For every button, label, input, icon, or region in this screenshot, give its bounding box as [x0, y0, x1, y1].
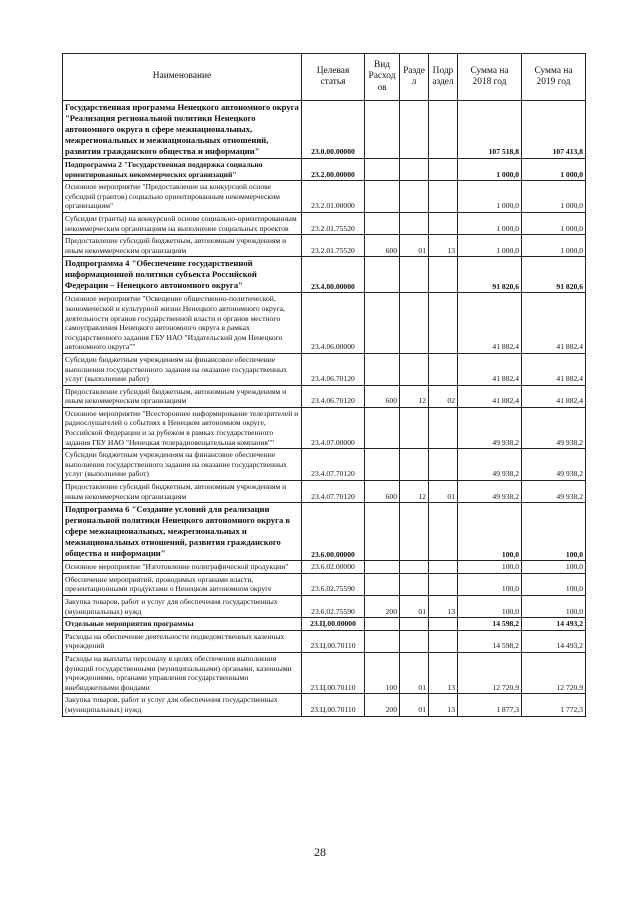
- cell-section: 12: [400, 385, 429, 407]
- table-row: [63, 212, 586, 234]
- cell-section: [400, 159, 429, 181]
- cell-sum-2019: 49 938,2: [522, 449, 586, 481]
- cell-section: [400, 618, 429, 631]
- table-row: [63, 561, 586, 574]
- cell-subsection: [429, 159, 458, 181]
- cell-subsection: [429, 293, 458, 354]
- table-row: [63, 293, 586, 354]
- cell-sum-2018: 1 000,0: [458, 212, 522, 234]
- cell-sum-2018: 100,0: [458, 573, 522, 595]
- cell-sum-2018: 1 877,3: [458, 694, 522, 716]
- cell-subsection: 13: [429, 596, 458, 618]
- cell-sum-2018: 1 000,0: [458, 159, 522, 181]
- cell-sum-2018: 12 720,9: [458, 652, 522, 693]
- cell-sum-2019: 100,0: [522, 596, 586, 618]
- cell-target-code: 23.Ц.00.70110: [302, 652, 365, 693]
- cell-section: [400, 449, 429, 481]
- cell-sum-2019: 49 938,2: [522, 407, 586, 448]
- cell-target-code: 23.2.01.75520: [302, 212, 365, 234]
- cell-subsection: [429, 630, 458, 652]
- cell-expense-type: [365, 561, 400, 574]
- cell-expense-type: [365, 407, 400, 448]
- cell-subsection: [429, 618, 458, 631]
- cell-expense-type: 200: [365, 694, 400, 716]
- cell-section: 12: [400, 481, 429, 503]
- cell-expense-type: [365, 159, 400, 181]
- cell-name: Основное мероприятие "Освещение общественно-политической, экономической и культурной жизни Ненецкого автономного округа, деятельности органов государственной власти и органов местного самоуправления Ненецкого автономного округа в рамках государственного задания ГБУ НАО "Издательский дом Ненецкого автономного округа"": [63, 293, 302, 354]
- cell-sum-2019: 14 493,2: [522, 630, 586, 652]
- cell-name: Расходы на обеспечение деятельности подведомственных казенных учреждений: [63, 630, 302, 652]
- cell-section: [400, 101, 429, 159]
- cell-subsection: [429, 257, 458, 293]
- cell-subsection: [429, 353, 458, 385]
- cell-section: [400, 407, 429, 448]
- header-sum-2018: Сумма на 2018 год: [458, 54, 522, 101]
- cell-sum-2018: 100,0: [458, 561, 522, 574]
- cell-sum-2019: 41 882,4: [522, 385, 586, 407]
- cell-section: [400, 212, 429, 234]
- cell-expense-type: 600: [365, 385, 400, 407]
- table-row: [63, 630, 586, 652]
- page-number: 28: [314, 845, 326, 859]
- cell-target-code: 23.2.01.00000: [302, 181, 365, 213]
- cell-name: Субсидии (гранты) на конкурсной основе социально-ориентированным некоммерческим организациям на выполнение социальных проектов: [63, 212, 302, 234]
- cell-sum-2019: 1 772,3: [522, 694, 586, 716]
- cell-subsection: [429, 561, 458, 574]
- cell-name: Подпрограмма 4 "Обеспечение государственной информационной политики субъекта Российской Федерации – Ненецкого автономного округа": [63, 257, 302, 293]
- cell-expense-type: 600: [365, 481, 400, 503]
- table-row: [63, 101, 586, 159]
- cell-section: [400, 503, 429, 561]
- header-name: Наименование: [63, 54, 302, 101]
- cell-sum-2019: 107 413,8: [522, 101, 586, 159]
- cell-name: Основное мероприятие "Изготовление полиграфической продукции": [63, 561, 302, 574]
- cell-name: Предоставление субсидий бюджетным, автономным учреждениям и иным некоммерческим организациям: [63, 481, 302, 503]
- cell-sum-2018: 107 518,8: [458, 101, 522, 159]
- table-row: [63, 257, 586, 293]
- cell-expense-type: [365, 101, 400, 159]
- cell-expense-type: [365, 181, 400, 213]
- cell-target-code: 23.6.00.00000: [302, 503, 365, 561]
- cell-sum-2019: 12 720,9: [522, 652, 586, 693]
- cell-target-code: 23.Ц.00.70110: [302, 694, 365, 716]
- table-row: [63, 353, 586, 385]
- cell-subsection: 13: [429, 235, 458, 257]
- header-target: Целевая статья: [302, 54, 365, 101]
- cell-sum-2018: 14 598,2: [458, 630, 522, 652]
- cell-section: [400, 561, 429, 574]
- cell-subsection: 01: [429, 481, 458, 503]
- cell-name: Субсидии бюджетным учреждениям на финансовое обеспечение выполнения государственного задания на оказание государственных услуг (выполнение работ): [63, 353, 302, 385]
- cell-target-code: 23.2.00.00000: [302, 159, 365, 181]
- cell-target-code: 23.Ц.00.00000: [302, 618, 365, 631]
- cell-sum-2018: 41 882,4: [458, 385, 522, 407]
- table-row: [63, 503, 586, 561]
- cell-name: Отдельные мероприятия программы: [63, 618, 302, 631]
- table-row: [63, 618, 586, 631]
- cell-subsection: 13: [429, 694, 458, 716]
- cell-name: Расходы на выплаты персоналу в целях обеспечения выполнения функций государственными (муниципальными) органами, казенными учреждениями, органами управления государственными внебюджетными фондами: [63, 652, 302, 693]
- cell-sum-2019: 41 882,4: [522, 293, 586, 354]
- table-row: [63, 652, 586, 693]
- cell-name: Предоставление субсидий бюджетным, автономным учреждениям и иным некоммерческим организациям: [63, 235, 302, 257]
- table-row: [63, 235, 586, 257]
- cell-name: Подпрограмма 2 "Государственная поддержка социально ориентированных некоммерческих организаций": [63, 159, 302, 181]
- cell-expense-type: [365, 212, 400, 234]
- cell-target-code: 23.6.02.00000: [302, 561, 365, 574]
- cell-name: Основное мероприятие "Предоставление на конкурсной основе субсидий (грантов) социально ориентированным некоммерческим организациям": [63, 181, 302, 213]
- cell-sum-2018: 49 938,2: [458, 449, 522, 481]
- table-row: [63, 407, 586, 448]
- cell-target-code: 23.6.02.75590: [302, 573, 365, 595]
- budget-table: [62, 53, 586, 717]
- cell-sum-2018: 100,0: [458, 596, 522, 618]
- header-row: [63, 54, 586, 101]
- cell-sum-2018: 49 938,2: [458, 481, 522, 503]
- cell-subsection: [429, 181, 458, 213]
- table-row: [63, 449, 586, 481]
- cell-expense-type: [365, 503, 400, 561]
- cell-sum-2018: 1 000,0: [458, 235, 522, 257]
- cell-name: Обеспечение мероприятий, проводимых органами власти, презентационными продуктами о Ненецком автономном округе: [63, 573, 302, 595]
- cell-sum-2018: 41 882,4: [458, 353, 522, 385]
- cell-sum-2018: 100,0: [458, 503, 522, 561]
- cell-section: [400, 353, 429, 385]
- cell-sum-2018: 41 882,4: [458, 293, 522, 354]
- cell-target-code: 23.4.00.00000: [302, 257, 365, 293]
- cell-target-code: 23.4.06.70120: [302, 385, 365, 407]
- cell-section: 01: [400, 235, 429, 257]
- cell-section: 01: [400, 652, 429, 693]
- cell-subsection: [429, 212, 458, 234]
- cell-subsection: [429, 573, 458, 595]
- cell-name: Предоставление субсидий бюджетным, автономным учреждениям и иным некоммерческим организациям: [63, 385, 302, 407]
- cell-sum-2019: 1 000,0: [522, 235, 586, 257]
- cell-target-code: 23.Ц.00.70110: [302, 630, 365, 652]
- table-row: [63, 481, 586, 503]
- table-row: [63, 573, 586, 595]
- cell-sum-2019: 91 820,6: [522, 257, 586, 293]
- cell-sum-2019: 100,0: [522, 573, 586, 595]
- cell-name: Государственная программа Ненецкого автономного округа "Реализация региональной политики Ненецкого автономного округа в сфере межнациональных, межрегиональных и межнациональных отношений, развития гражданского общества и информации": [63, 101, 302, 159]
- cell-sum-2019: 100,0: [522, 503, 586, 561]
- cell-expense-type: [365, 618, 400, 631]
- cell-subsection: [429, 407, 458, 448]
- cell-section: 01: [400, 596, 429, 618]
- cell-target-code: 23.4.07.70120: [302, 449, 365, 481]
- cell-expense-type: 200: [365, 596, 400, 618]
- cell-section: [400, 181, 429, 213]
- table-row: [63, 181, 586, 213]
- cell-name: Субсидии бюджетным учреждениям на финансовое обеспечение выполнения государственного задания на оказание государственных услуг (выполнение работ): [63, 449, 302, 481]
- cell-target-code: 23.4.06.00000: [302, 293, 365, 354]
- header-sum-2019: Сумма на 2019 год: [522, 54, 586, 101]
- cell-subsection: [429, 503, 458, 561]
- cell-expense-type: [365, 293, 400, 354]
- cell-sum-2019: 1 000,0: [522, 181, 586, 213]
- cell-target-code: 23.2.01.75520: [302, 235, 365, 257]
- cell-name: Подпрограмма 6 "Создание условий для реализации региональной политики Ненецкого автономного округа в сфере межнациональных, межрегиональных и межнациональных отношений, развития гражданского общества и информации": [63, 503, 302, 561]
- cell-expense-type: 100: [365, 652, 400, 693]
- cell-sum-2019: 14 493,2: [522, 618, 586, 631]
- cell-sum-2018: 49 938,2: [458, 407, 522, 448]
- cell-target-code: 23.4.06.70120: [302, 353, 365, 385]
- cell-target-code: 23.0.00.00000: [302, 101, 365, 159]
- cell-sum-2019: 1 000,0: [522, 212, 586, 234]
- cell-expense-type: [365, 257, 400, 293]
- cell-subsection: [429, 449, 458, 481]
- cell-name: Закупка товаров, работ и услуг для обеспечения государственных (муниципальных) нужд: [63, 694, 302, 716]
- cell-section: [400, 293, 429, 354]
- table-row: [63, 159, 586, 181]
- cell-name: Закупка товаров, работ и услуг для обеспечения государственных (муниципальных) нужд: [63, 596, 302, 618]
- header-expense-type: Вид Расход ов: [365, 54, 400, 101]
- cell-sum-2019: 1 000,0: [522, 159, 586, 181]
- cell-section: [400, 257, 429, 293]
- cell-target-code: 23.4.07.00000: [302, 407, 365, 448]
- cell-section: 01: [400, 694, 429, 716]
- cell-section: [400, 630, 429, 652]
- cell-subsection: [429, 101, 458, 159]
- cell-expense-type: [365, 573, 400, 595]
- cell-sum-2018: 14 598,2: [458, 618, 522, 631]
- cell-target-code: 23.6.02.75590: [302, 596, 365, 618]
- cell-expense-type: [365, 630, 400, 652]
- cell-sum-2019: 49 938,2: [522, 481, 586, 503]
- cell-sum-2019: 41 882,4: [522, 353, 586, 385]
- cell-sum-2018: 91 820,6: [458, 257, 522, 293]
- cell-expense-type: [365, 449, 400, 481]
- table-row: [63, 385, 586, 407]
- header-subsection: Подр аздел: [429, 54, 458, 101]
- cell-expense-type: 600: [365, 235, 400, 257]
- cell-subsection: 13: [429, 652, 458, 693]
- cell-section: [400, 573, 429, 595]
- cell-target-code: 23.4.07.70120: [302, 481, 365, 503]
- table-row: [63, 694, 586, 716]
- cell-subsection: 02: [429, 385, 458, 407]
- table-row: [63, 596, 586, 618]
- cell-name: Основное мероприятие "Всестороннее информирование телезрителей и радиослушателей о событиях в Ненецком автономном округе, Российской Федерации и за рубежом в рамках государственного задания ГБУ НАО "Ненецкая телерадиовещательная компания"": [63, 407, 302, 448]
- cell-expense-type: [365, 353, 400, 385]
- cell-sum-2019: 100,0: [522, 561, 586, 574]
- header-section: Разде л: [400, 54, 429, 101]
- cell-sum-2018: 1 000,0: [458, 181, 522, 213]
